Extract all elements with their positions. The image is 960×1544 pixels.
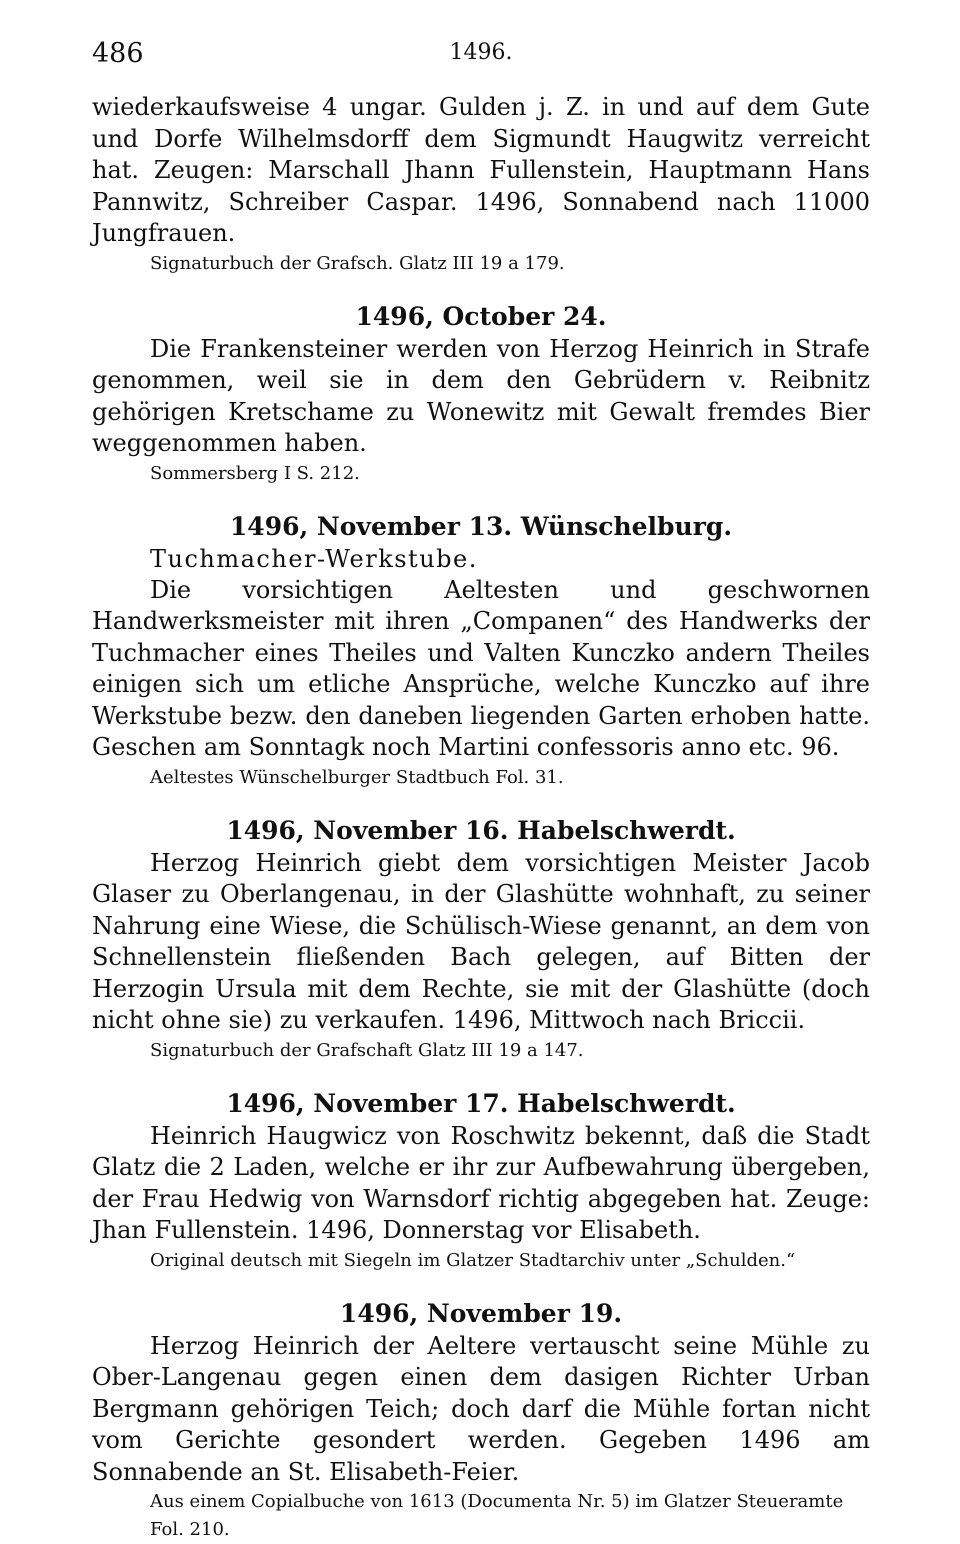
entry-heading: 1496, November 17. Habelschwerdt. <box>92 1087 870 1121</box>
entry-1496-november-19 <box>92 1297 870 1544</box>
entry-heading: 1496, November 16. Habelschwerdt. <box>92 814 870 848</box>
entry-heading: 1496, November 19. <box>92 1297 870 1331</box>
entry-source: Signaturbuch der Grafschaft Glatz III 19 a 147. <box>92 1037 870 1065</box>
entry-text: Herzog Heinrich giebt dem vorsichtigen Meister Jacob Glaser zu Oberlangenau, in der Glashütte wohnhaft, zu seiner Nahrung eine Wiese, die Schülisch-Wiese genannt, an dem von Schnellenstein fließenden Bach gelegen, auf Bitten der Herzogin Ursula mit dem Rechte, sie mit der Glashütte (doch nicht ohne sie) zu verkaufen. 1496, Mittwoch nach Briccii. <box>92 848 870 1037</box>
page-number: 486 <box>92 38 144 69</box>
entry-subheading: Tuchmacher-Werkstube. <box>92 544 870 575</box>
entry-source: Aus einem Copialbuche von 1613 (Documenta Nr. 5) im Glatzer Steueramte Fol. 210. <box>92 1488 870 1544</box>
entry-1496-november-17 <box>92 1087 870 1275</box>
entry-1496-november-13 <box>92 510 870 792</box>
entry-source: Signaturbuch der Grafsch. Glatz III 19 a 179. <box>92 250 870 278</box>
entry-text: Die vorsichtigen Aeltesten und geschwornen Handwerksmeister mit ihren „Companen“ des Handwerks der Tuchmacher eines Theiles und Valten Kunczko andern Theiles einigen sich um etliche Ansprüche, welche Kunczko auf ihre Werkstube bezw. den daneben liegenden Garten erhoben hatte. Geschen am Sonntagk noch Martini confessoris anno etc. 96. <box>92 575 870 764</box>
entry-1496-october-24 <box>92 300 870 488</box>
entry-text: Die Frankensteiner werden von Herzog Heinrich in Strafe genommen, weil sie in dem den Gebrüdern v. Reibnitz gehörigen Kretschame zu Wonewitz mit Gewalt fremdes Bier weggenommen haben. <box>92 334 870 460</box>
entry-1496-november-16 <box>92 814 870 1065</box>
entry-heading: 1496, November 13. Wünschelburg. <box>92 510 870 544</box>
entry-text: wiederkaufsweise 4 ungar. Gulden j. Z. in und auf dem Gute und Dorfe Wilhelmsdorff dem Sigmundt Haugwitz verreicht hat. Zeugen: Marschall Jhann Fullenstein, Hauptmann Hans Pannwitz, Schreiber Caspar. 1496, Sonnabend nach 11000 Jungfrauen. <box>92 92 870 250</box>
entry-heading: 1496, October 24. <box>92 300 870 334</box>
entry-source: Aeltestes Wünschelburger Stadtbuch Fol. 31. <box>92 764 870 792</box>
entry-text: Heinrich Haugwicz von Roschwitz bekennt, daß die Stadt Glatz die 2 Laden, welche er ihr zur Aufbewahrung übergeben, der Frau Hedwig von Warnsdorf richtig abgegeben hat. Zeuge: Jhan Fullenstein. 1496, Donnerstag vor Elisabeth. <box>92 1121 870 1247</box>
entry-source: Sommersberg I S. 212. <box>92 460 870 488</box>
page-content <box>92 92 870 1544</box>
entry-continuation <box>92 92 870 278</box>
entry-source: Original deutsch mit Siegeln im Glatzer Stadtarchiv unter „Schulden.“ <box>92 1247 870 1275</box>
running-head: 1496. <box>92 40 870 65</box>
page-header <box>92 38 870 74</box>
entry-text: Herzog Heinrich der Aeltere vertauscht seine Mühle zu Ober-Langenau gegen einen dem dasigen Richter Urban Bergmann gehörigen Teich; doch darf die Mühle fortan nicht vom Gerichte gesondert werden. Gegeben 1496 am Sonnabende an St. Elisabeth-Feier. <box>92 1331 870 1489</box>
